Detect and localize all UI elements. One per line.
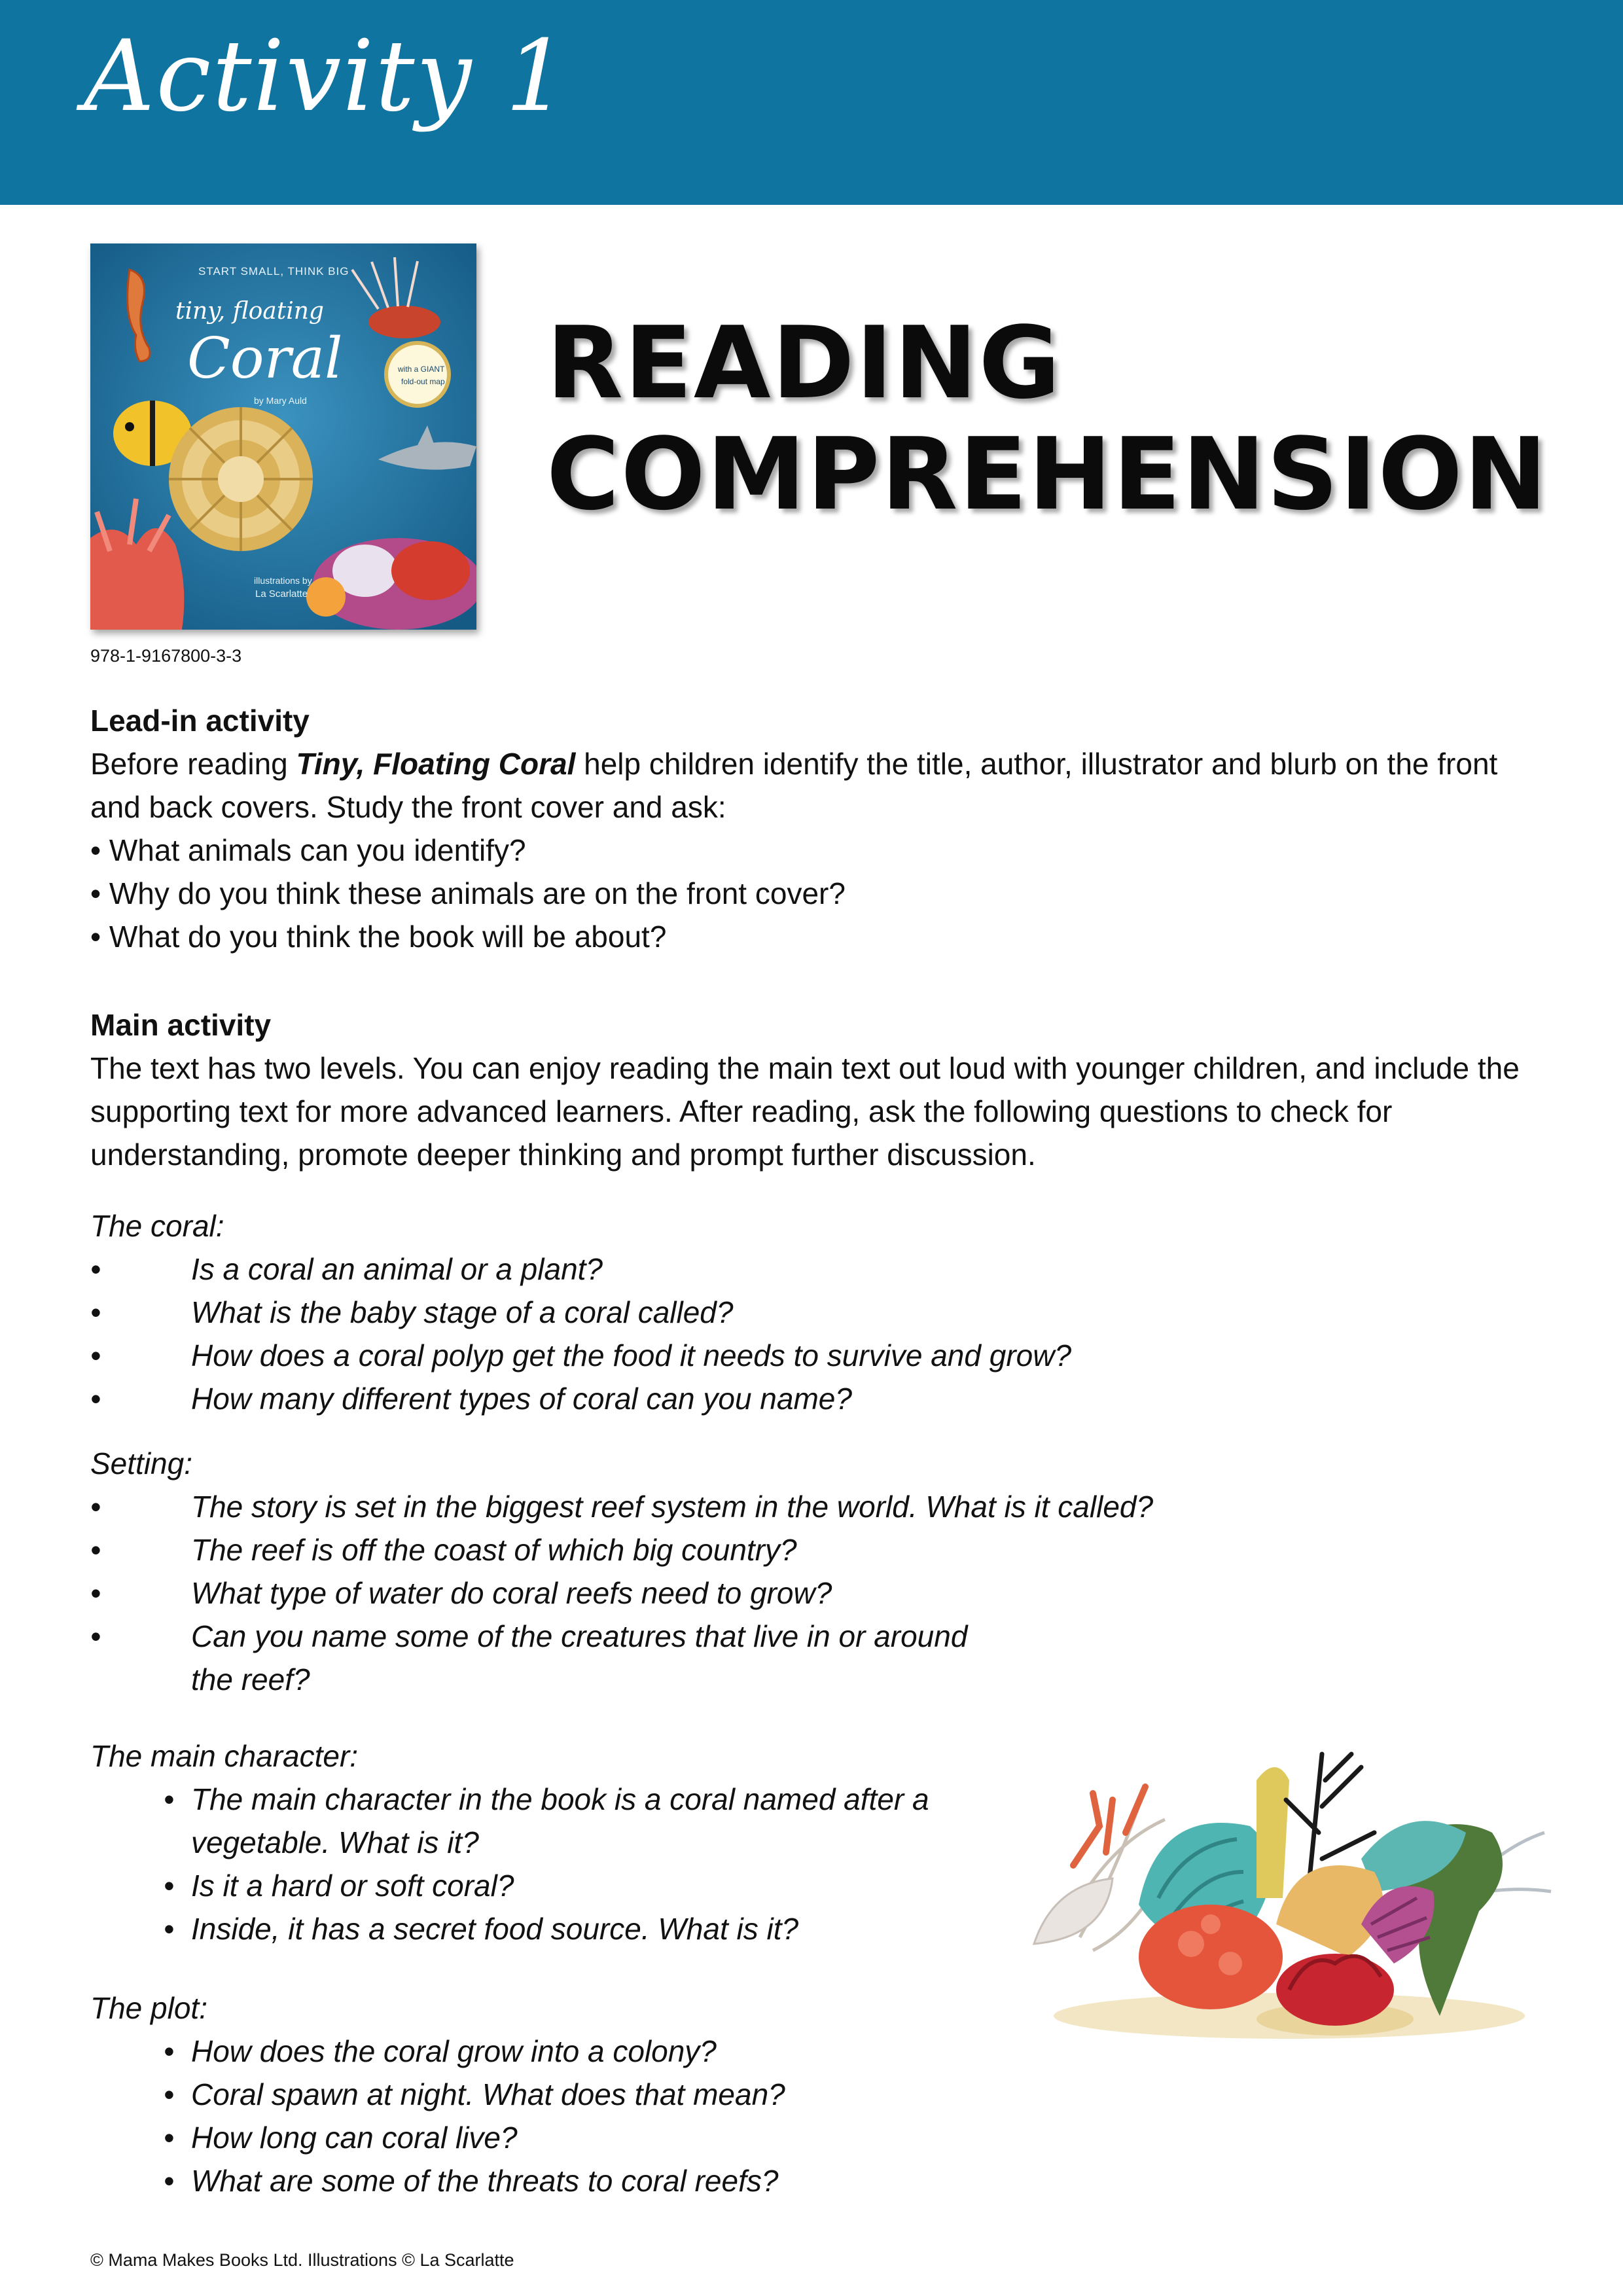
coral-reef-illustration <box>995 1728 1571 2042</box>
question-text: The main character in the book is a coral named after a vegetable. What is it? <box>191 1782 929 1859</box>
question-item <box>90 1377 1334 1420</box>
bullet-dot: • <box>164 2164 175 2198</box>
bullet-dot: • <box>90 1252 101 1286</box>
svg-text:fold-out map: fold-out map <box>401 377 445 386</box>
header-band <box>0 0 1623 205</box>
cover-illustrator-line2: La Scarlatte <box>255 588 308 600</box>
lead-in-question: • What do you think the book will be about? <box>90 920 667 954</box>
question-item <box>90 1864 941 1907</box>
bullet-dot: • <box>90 1338 101 1372</box>
group-title: The coral: <box>90 1209 224 1243</box>
cover-title-line2: Coral <box>187 326 343 391</box>
cover-title-line1: tiny, floating <box>175 298 324 325</box>
question-text: How does the coral grow into a colony? <box>191 2034 717 2068</box>
question-item <box>90 1571 1366 1615</box>
lead-in-question: • What animals can you identify? <box>90 833 526 867</box>
main-activity-heading: Main activity <box>90 1008 272 1042</box>
question-item <box>90 1291 1334 1334</box>
lead-in-text-after: help children identify the title, author, illustrator and blurb on the front and back covers. Study the front cover and ask: <box>90 747 1498 824</box>
question-item <box>90 1778 957 1864</box>
main-activity-section <box>90 1003 1543 1176</box>
question-item <box>90 1247 1334 1291</box>
question-text: Is it a hard or soft coral? <box>191 1869 514 1903</box>
question-text: How many different types of coral can you name? <box>191 1382 852 1416</box>
question-text: How long can coral live? <box>191 2121 518 2155</box>
question-item <box>90 1334 1334 1377</box>
question-text: Coral spawn at night. What does that mean? <box>191 2077 785 2111</box>
question-item <box>90 1485 1366 1528</box>
bullet-dot: • <box>164 1869 175 1903</box>
lead-in-section <box>90 699 1543 958</box>
isbn-text: 978-1-9167800-3-3 <box>90 646 242 666</box>
question-text: What is the baby stage of a coral called? <box>191 1295 734 1329</box>
question-item <box>90 1907 941 1950</box>
cover-author: by Mary Auld <box>254 395 307 406</box>
book-cover-image <box>90 243 476 630</box>
group-title: Setting: <box>90 1446 192 1480</box>
bullet-dot: • <box>90 1619 101 1653</box>
lead-in-paragraph <box>90 742 1543 829</box>
bullet-dot: • <box>164 2121 175 2155</box>
question-item <box>90 2116 941 2159</box>
lead-in-question: • Why do you think these animals are on the front cover? <box>90 876 846 910</box>
page-title <box>546 305 1549 532</box>
group-title: The main character: <box>90 1739 359 1773</box>
bullet-dot: • <box>90 1382 101 1416</box>
question-text: What are some of the threats to coral reefs? <box>191 2164 779 2198</box>
copyright-footer: © Mama Makes Books Ltd. Illustrations © La Scarlatte <box>90 2250 514 2270</box>
bullet-dot: • <box>90 1576 101 1610</box>
question-item <box>90 2159 941 2202</box>
question-item <box>90 2030 941 2073</box>
bullet-dot: • <box>164 1912 175 1946</box>
bullet-dot: • <box>90 1533 101 1567</box>
main-activity-paragraph: The text has two levels. You can enjoy reading the main text out loud with younger children, and include the supporting text for more advanced learners. After reading, ask the following questions to check for understanding, promote deeper thinking and prompt further discussion. <box>90 1051 1520 1172</box>
activity-title: Activity 1 <box>84 20 569 134</box>
bullet-dot: • <box>164 2077 175 2111</box>
question-text: Can you name some of the creatures that live in or around the reef? <box>191 1619 968 1696</box>
bullet-dot: • <box>164 1782 175 1816</box>
bullet-dot: • <box>90 1490 101 1524</box>
cover-badge: with a GIANT <box>398 365 445 374</box>
page-title-line1: READING <box>546 305 1062 421</box>
question-item <box>90 1615 1009 1701</box>
bullet-dot: • <box>164 2034 175 2068</box>
question-text: The story is set in the biggest reef system in the world. What is it called? <box>191 1490 1154 1524</box>
question-text: Is a coral an animal or a plant? <box>191 1252 603 1286</box>
group-the-coral <box>90 1204 1334 1420</box>
lead-in-heading: Lead-in activity <box>90 704 310 738</box>
question-item <box>90 1528 1366 1571</box>
question-text: The reef is off the coast of which big country? <box>191 1533 797 1567</box>
book-title-bold-italic: Tiny, Floating Coral <box>296 747 576 781</box>
lead-in-text-before: Before reading <box>90 747 296 781</box>
group-main-character <box>90 1734 941 1950</box>
group-title: The plot: <box>90 1991 207 2025</box>
question-item <box>90 2073 941 2116</box>
question-text: How does a coral polyp get the food it needs to survive and grow? <box>191 1338 1072 1372</box>
page-title-line2: COMPREHENSION <box>546 416 1549 532</box>
question-text: Inside, it has a secret food source. What is it? <box>191 1912 799 1946</box>
group-plot <box>90 1986 941 2202</box>
group-setting <box>90 1442 1366 1701</box>
question-text: What type of water do coral reefs need to grow? <box>191 1576 832 1610</box>
cover-tagline: START SMALL, THINK BIG <box>198 265 349 278</box>
cover-illustrator-line1: illustrations by <box>254 575 312 586</box>
bullet-dot: • <box>90 1295 101 1329</box>
